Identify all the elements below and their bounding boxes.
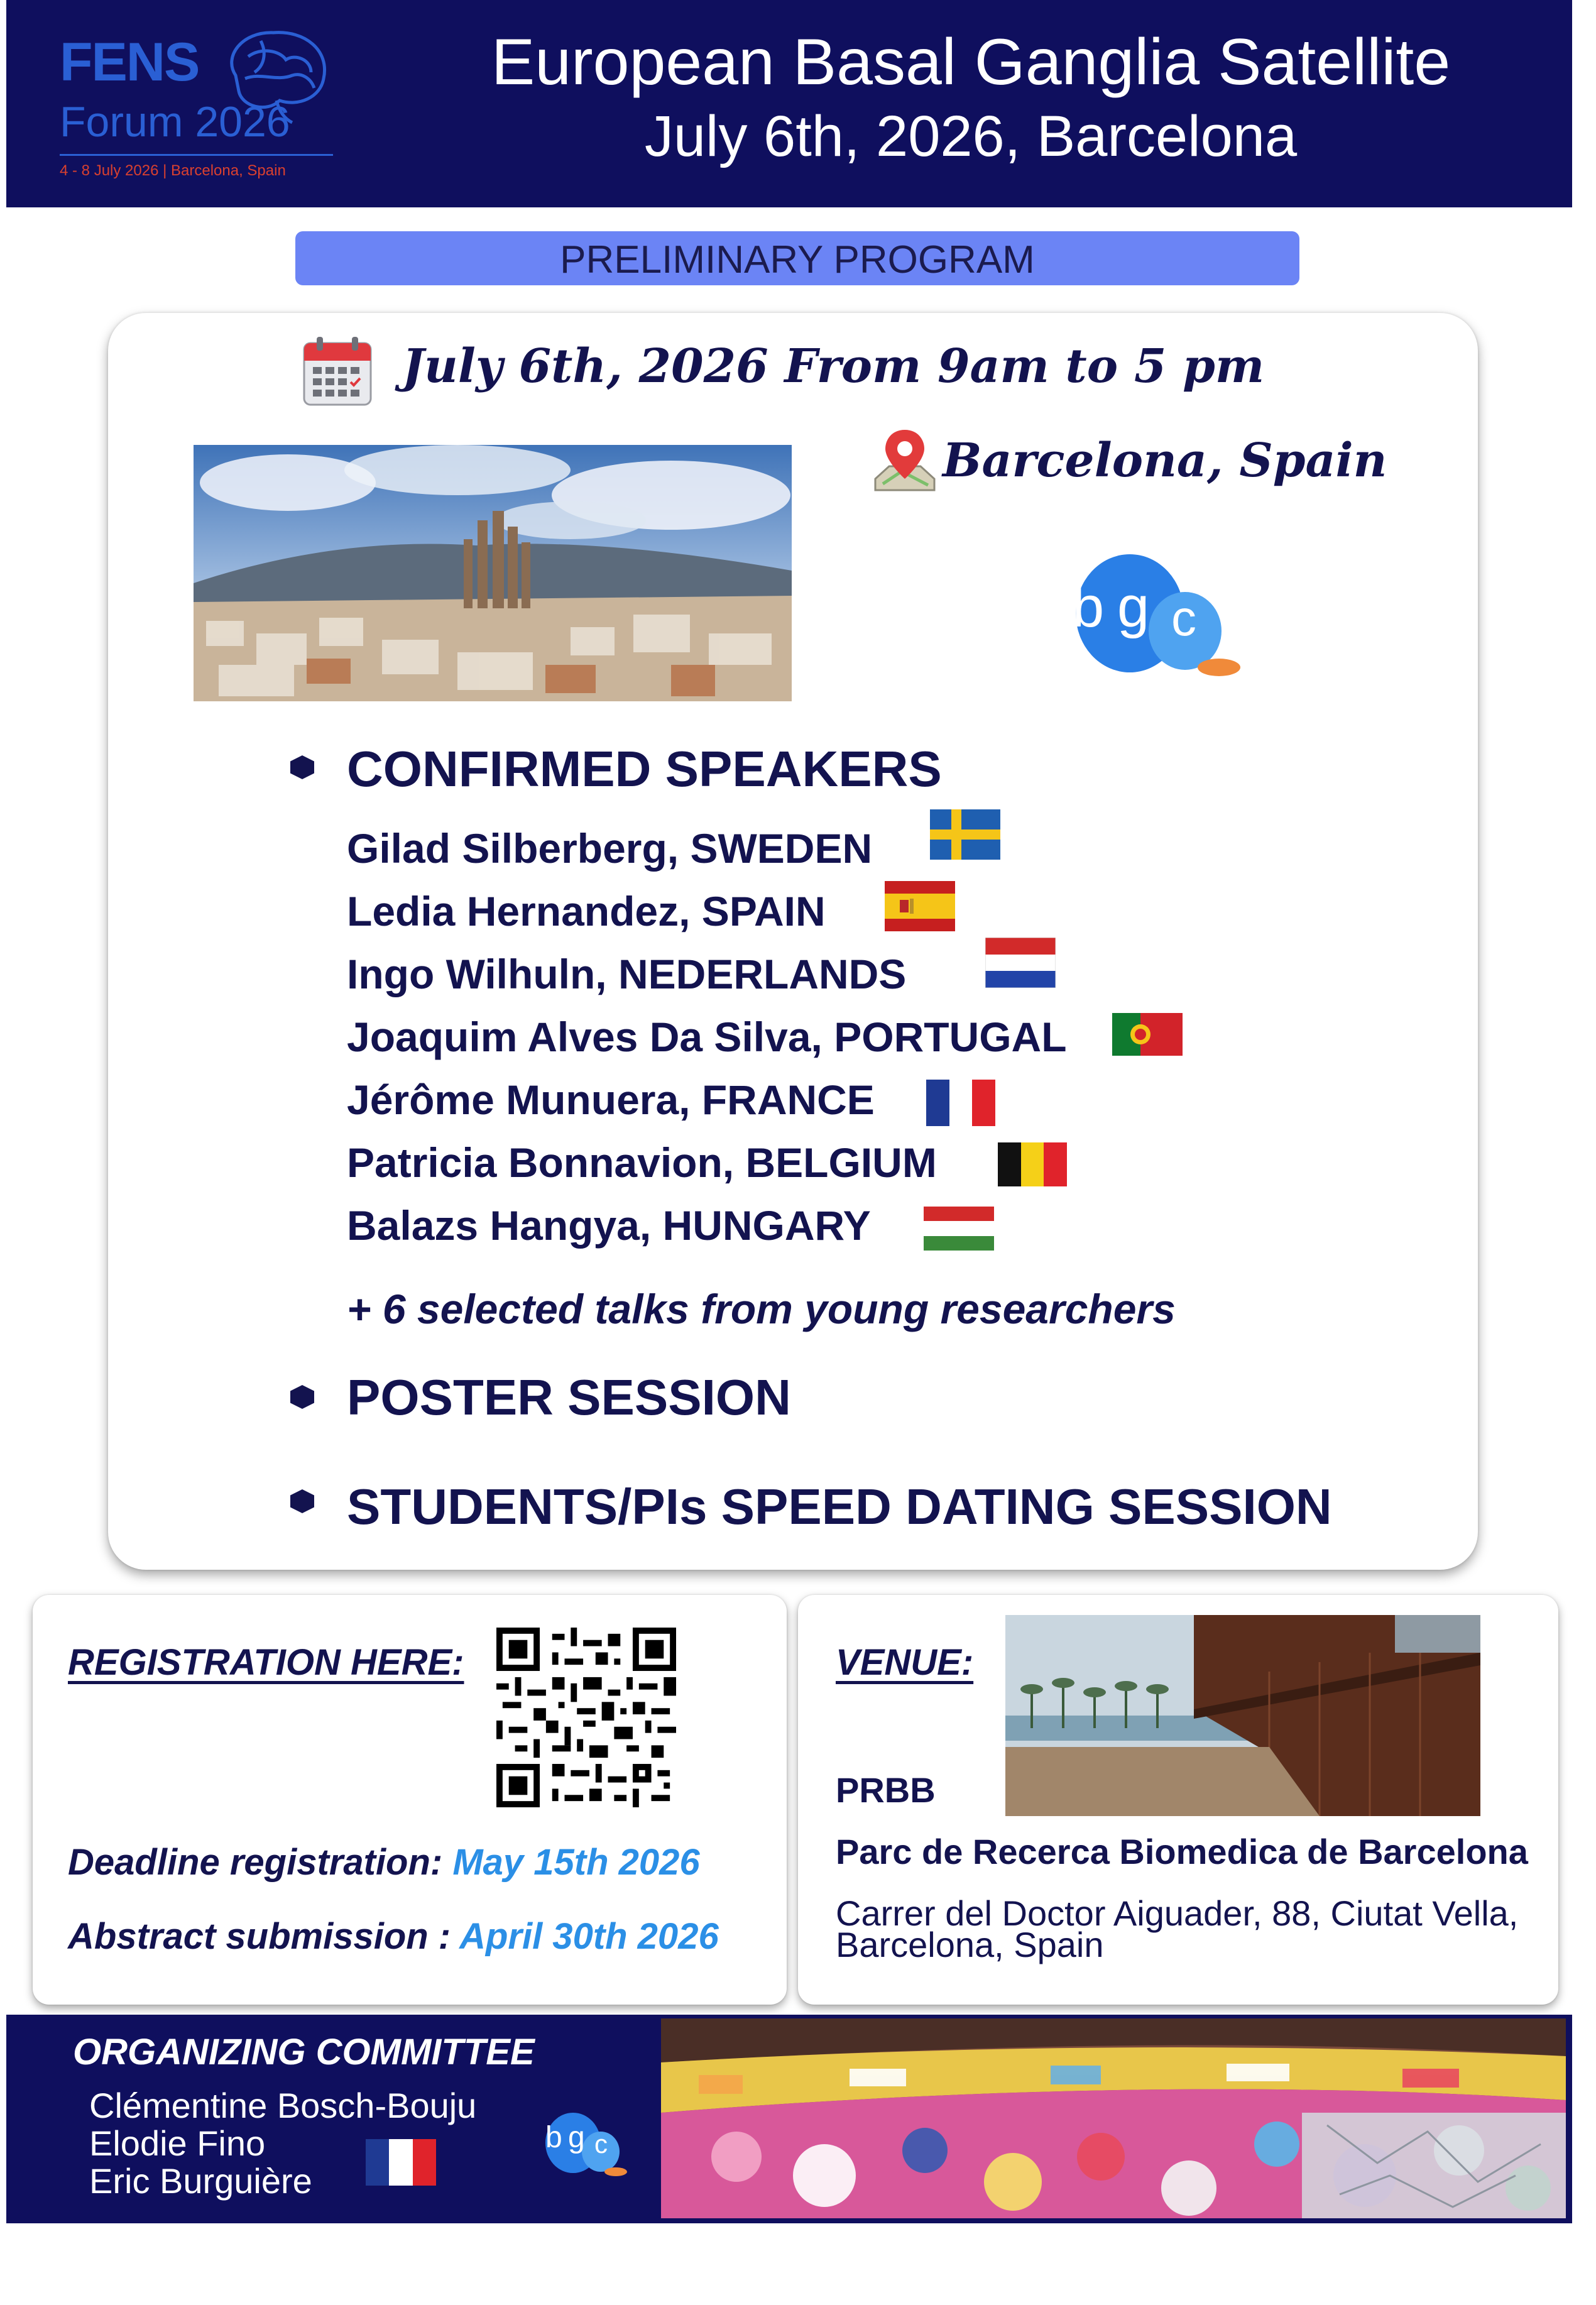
spain-flag-icon [885,881,955,931]
abstract-deadline [68,1915,719,1957]
speaker-item: Jérôme Munuera, FRANCE [347,1076,875,1123]
committee-member: Elodie Fino [89,2123,266,2163]
calendar-icon [300,334,374,408]
venue-heading: VENUE: [836,1642,974,1683]
france-flag-icon [926,1080,995,1126]
location-pin-icon [870,425,939,494]
registration-deadline [68,1841,700,1883]
committee-member: Clémentine Bosch-Bouju [89,2086,477,2125]
bgc-small-b: b [545,2121,562,2154]
brain-icon [217,19,336,126]
bgc-logo-g: g [1117,575,1150,639]
event-location: Barcelona, Spain [943,434,1387,488]
venue-address-line2: Barcelona, Spain [836,1925,1104,1964]
hungary-flag-icon [924,1207,994,1251]
speaker-item: Patricia Bonnavion, BELGIUM [347,1139,937,1186]
fens-logo-dates: 4 - 8 July 2026 | Barcelona, Spain [60,162,286,179]
speakers-heading: CONFIRMED SPEAKERS [347,741,942,797]
mosaic-photo [661,2018,1566,2218]
event-date-time: July 6th, 2026 From 9am to 5 pm [402,339,1265,393]
france-flag-icon [366,2139,436,2186]
bgc-small-c: c [594,2129,608,2159]
sweden-flag-icon [930,809,1000,860]
fens-logo-forum: Forum 2026 [60,98,290,146]
committee-member: Eric Burguière [89,2161,312,2201]
venue-building-photo [1005,1615,1480,1816]
venue-address-line1: Carrer del Doctor Aiguader, 88, Ciutat Vella, [836,1893,1519,1933]
fens-logo-rule [60,154,333,156]
portugal-flag-icon [1112,1013,1183,1056]
page-title: European Basal Ganglia Satellite [491,26,1451,99]
bgc-logo-b: b [1072,575,1105,639]
bgc-logo [1059,544,1248,682]
registration-deadline-date: May 15th 2026 [452,1842,700,1883]
bgc-logo-c: c [1171,590,1196,646]
speaker-item: Balazs Hangya, HUNGARY [347,1202,871,1249]
speaker-item: Ledia Hernandez, SPAIN [347,888,826,934]
barcelona-skyline-photo [194,445,792,701]
speaker-item: Joaquim Alves Da Silva, PORTUGAL [347,1014,1067,1060]
belgium-flag-icon [998,1142,1067,1186]
speaker-item: Gilad Silberberg, SWEDEN [347,825,873,872]
committee-heading: ORGANIZING COMMITTEE [73,2032,535,2072]
page-subtitle: July 6th, 2026, Barcelona [644,104,1298,168]
program-banner [295,231,1299,285]
registration-deadline-label: Deadline registration: [68,1842,453,1883]
venue-short-name: PRBB [836,1770,936,1810]
registration-qr-code[interactable] [496,1628,676,1807]
fens-forum-logo [60,25,336,189]
speed-dating-heading: STUDENTS/PIs SPEED DATING SESSION [347,1479,1332,1535]
fens-logo-word: FENS [60,32,199,92]
young-researchers-note: + 6 selected talks from young researchers [347,1286,1176,1332]
program-label: PRELIMINARY PROGRAM [560,238,1035,282]
venue-full-name: Parc de Recerca Biomedica de Barcelona [836,1832,1528,1871]
bgc-logo-small [538,2106,632,2182]
bgc-small-g: g [568,2121,585,2154]
abstract-deadline-date: April 30th 2026 [459,1916,719,1957]
speaker-item: Ingo Wilhuln, NEDERLANDS [347,951,907,997]
netherlands-flag-icon [985,938,1056,988]
abstract-deadline-label: Abstract submission : [68,1916,460,1957]
poster-session-heading: POSTER SESSION [347,1369,791,1425]
registration-heading: REGISTRATION HERE: [68,1642,464,1683]
